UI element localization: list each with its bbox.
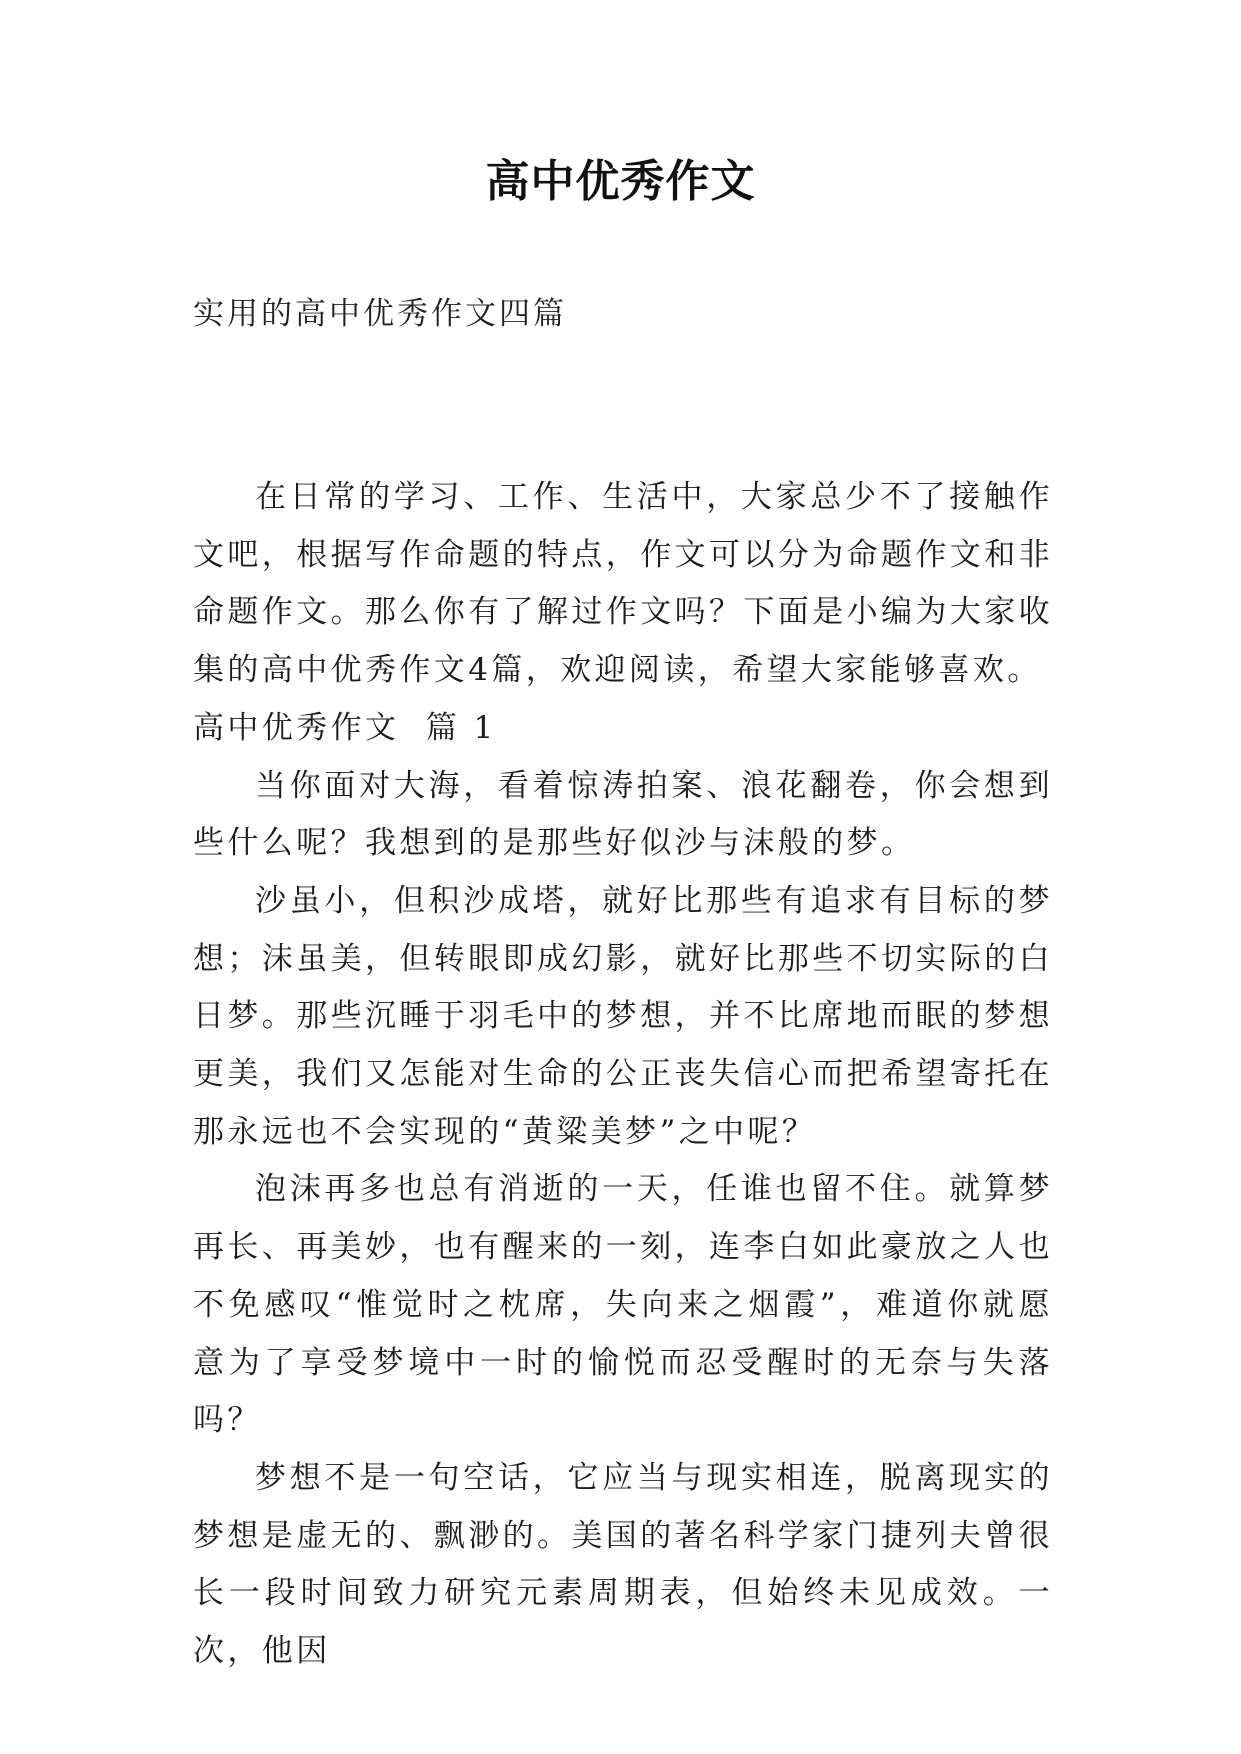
body-paragraph-2: 沙虽小，但积沙成塔，就好比那些有追求有目标的梦想；沫虽美，但转眼即成幻影，就好比那些不切实际的白日梦。那些沉睡于羽毛中的梦想，并不比席地而眠的梦想更美，我们又怎能对生命的公正丧失信心而把希望寄托在那永远也不会实现的“黄粱美梦”之中呢？	[193, 882, 1053, 1150]
document-title: 高中优秀作文	[485, 156, 756, 207]
body-paragraph-1: 当你面对大海，看着惊涛拍案、浪花翻卷，你会想到些什么呢？我想到的是那些好似沙与沫般的梦。	[193, 767, 1053, 862]
body-paragraph-3: 泡沫再多也总有消逝的一天，任谁也留不住。就算梦再长、再美妙，也有醒来的一刻，连李白如此豪放之人也不免感叹“惟觉时之枕席，失向来之烟霞”，难道你就愿意为了享受梦境中一时的愉悦而忍受醒时的无奈与失落吗？	[193, 1171, 1053, 1439]
document-body	[193, 469, 1053, 1681]
document-subtitle: 实用的高中优秀作文四篇	[193, 296, 567, 332]
section-heading: 高中优秀作文 篇 1	[193, 709, 497, 746]
body-paragraph-4: 梦想不是一句空话，它应当与现实相连，脱离现实的梦想是虚无的、飘渺的。美国的著名科学家门捷列夫曾很长一段时间致力研究元素周期表，但始终未见成效。一次，他因	[193, 1459, 1053, 1670]
intro-paragraph: 在日常的学习、工作、生活中，大家总少不了接触作文吧，根据写作命题的特点，作文可以分为命题作文和非命题作文。那么你有了解过作文吗？下面是小编为大家收集的高中优秀作文4篇，欢迎阅读，希望大家能够喜欢。	[193, 479, 1053, 689]
